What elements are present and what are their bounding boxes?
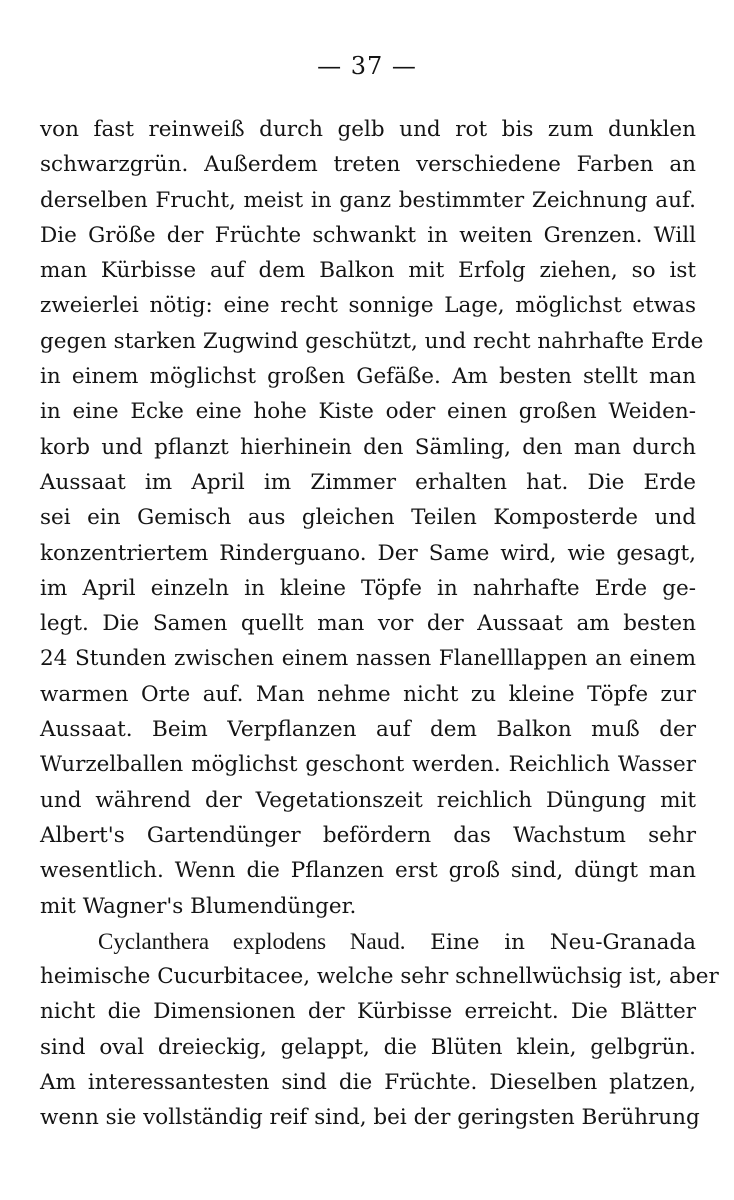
text-line: nicht die Dimensionen der Kürbisse erreicht. Die Blätter	[40, 999, 696, 1025]
text-line: Albert's Gartendünger befördern das Wachstum sehr	[40, 822, 696, 848]
text-line: sei ein Gemisch aus gleichen Teilen Komposterde und	[40, 505, 696, 531]
text-line: zweierlei nötig: eine recht sonnige Lage, möglichst etwas	[40, 293, 696, 319]
paragraph-pumpkin-cultivation	[40, 112, 704, 924]
page-number: — 37 —	[317, 52, 417, 80]
body-text	[40, 112, 719, 1136]
text-line: Aussaat im April im Zimmer erhalten hat. Die Erde	[40, 469, 696, 495]
text-line: und während der Vegetationszeit reichlich Düngung mit	[40, 787, 696, 813]
text-line: von fast reinweiß durch gelb und rot bis zum dunklen	[40, 117, 696, 142]
text-line: korb und pflanzt hierhinein den Sämling, den man durch	[40, 434, 696, 460]
text-line: im April einzeln in kleine Töpfe in nahrhafte Erde ge-	[40, 575, 696, 601]
text-line: in einem möglichst großen Gefäße. Am besten stellt man	[40, 364, 696, 390]
latin-species-name: Cyclanthera explodens Naud.	[98, 928, 406, 954]
text-line: legt. Die Samen quellt man vor der Aussaat am besten	[40, 611, 696, 637]
text-line: konzentriertem Rinderguano. Der Same wird, wie gesagt,	[40, 540, 696, 566]
text-line: 24 Stunden zwischen einem nassen Flanelllappen an einem	[40, 646, 696, 672]
text-line: Aussaat. Beim Verpflanzen auf dem Balkon muß der	[40, 717, 696, 743]
text-line: wesentlich. Wenn die Pflanzen erst groß sind, düngt man	[40, 858, 696, 884]
text-line-rest: Eine in Neu-Granada	[430, 929, 696, 955]
text-line: derselben Frucht, meist in ganz bestimmter Zeichnung auf.	[40, 187, 696, 213]
text-line: in eine Ecke eine hohe Kiste oder einen großen Weiden-	[40, 399, 696, 425]
paragraph-cyclanthera	[40, 924, 719, 1136]
text-line: sind oval dreieckig, gelappt, die Blüten klein, gelbgrün.	[40, 1034, 696, 1060]
text-line: warmen Orte auf. Man nehme nicht zu kleine Töpfe zur	[40, 681, 696, 707]
text-line: Wurzelballen möglichst geschont werden. Reichlich Wasser	[40, 752, 696, 778]
text-line: schwarzgrün. Außerdem treten verschiedene Farben an	[40, 152, 696, 178]
text-line	[40, 924, 696, 959]
text-line: Die Größe der Früchte schwankt in weiten Grenzen. Will	[40, 222, 696, 248]
text-line: gegen starken Zugwind geschützt, und recht nahrhafte Erde	[40, 328, 704, 354]
text-line: wenn sie vollständig reif sind, bei der geringsten Berührung	[40, 1105, 700, 1131]
text-line: mit Wagner's Blumendünger.	[40, 893, 357, 919]
text-line: heimische Cucurbitacee, welche sehr schnellwüchsig ist, aber	[40, 964, 719, 990]
text-line: man Kürbisse auf dem Balkon mit Erfolg ziehen, so ist	[40, 258, 696, 284]
text-line: Am interessantesten sind die Früchte. Dieselben platzen,	[40, 1070, 696, 1096]
